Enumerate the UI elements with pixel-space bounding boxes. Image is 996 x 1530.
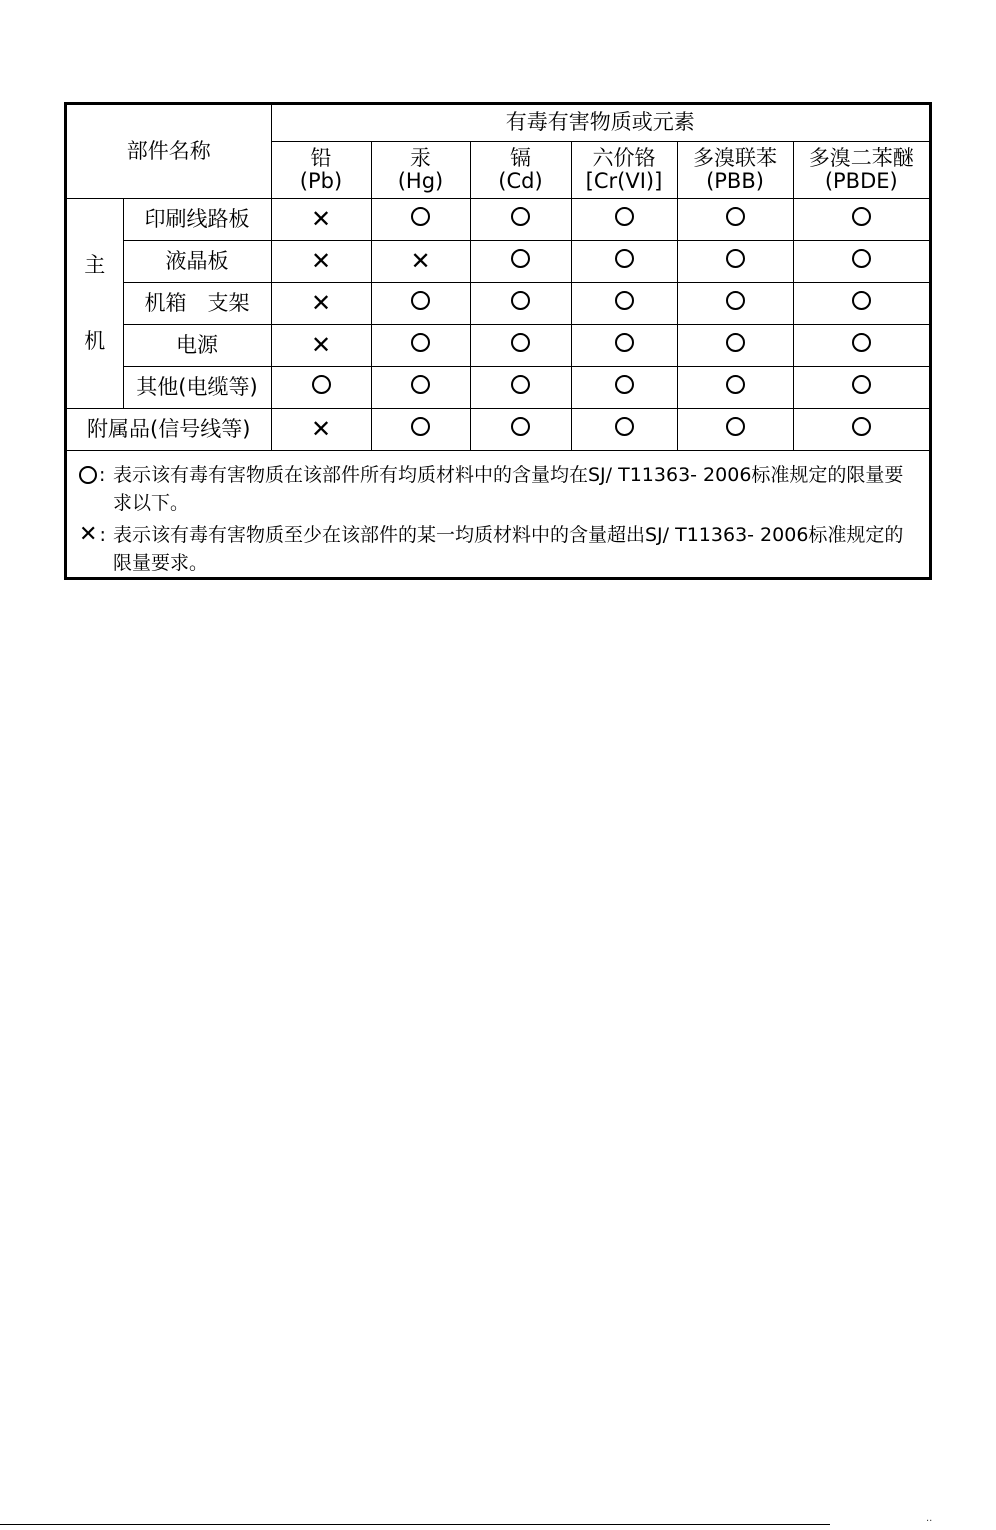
circle-icon <box>852 207 871 226</box>
substance-name: 铅 <box>310 145 332 170</box>
substance-symbol: (PBDE) <box>824 169 898 193</box>
circle-icon <box>852 291 871 310</box>
circle-note-text: 表示该有毒有害物质在该部件所有均质材料中的含量均在SJ/ T11363- 2006标准规定的限量要求以下。 <box>113 464 904 514</box>
substance-name: 六价铬 <box>592 145 656 170</box>
mark-cell <box>571 241 677 283</box>
circle-icon <box>852 333 871 352</box>
component-label: 机箱 支架 <box>123 283 271 325</box>
circle-icon <box>726 417 745 436</box>
substance-header-cell <box>793 142 929 199</box>
mark-cell <box>677 199 793 241</box>
mark-cell <box>793 199 929 241</box>
table-row <box>67 199 929 241</box>
component-label: 其他(电缆等) <box>123 367 271 409</box>
mark-cell <box>470 241 571 283</box>
substance-symbol: (Hg) <box>397 169 444 193</box>
substance-header-cell <box>571 142 677 199</box>
circle-icon <box>615 249 634 268</box>
cross-icon: ✕ <box>410 246 431 275</box>
substance-name: 多溴二苯醚 <box>808 145 914 170</box>
circle-legend-note <box>79 461 917 517</box>
circle-icon <box>726 207 745 226</box>
circle-icon <box>511 291 530 310</box>
substance-header-cell <box>470 142 571 199</box>
note-colon: : <box>99 524 106 546</box>
circle-icon <box>852 375 871 394</box>
component-label: 电源 <box>123 325 271 367</box>
circle-icon <box>852 249 871 268</box>
legend-notes <box>67 451 929 577</box>
circle-icon <box>511 417 530 436</box>
circle-icon <box>615 375 634 394</box>
circle-icon <box>411 207 430 226</box>
substance-name: 镉 <box>510 145 531 170</box>
circle-icon <box>79 466 97 484</box>
mark-cell <box>271 241 371 283</box>
substance-header-cell <box>271 142 371 199</box>
component-label: 印刷线路板 <box>123 199 271 241</box>
mark-cell <box>371 283 470 325</box>
mark-cell <box>571 409 677 451</box>
circle-icon <box>411 417 430 436</box>
circle-icon <box>615 417 634 436</box>
mark-cell <box>793 409 929 451</box>
substance-name: 多溴联苯 <box>693 145 777 170</box>
mark-cell <box>271 409 371 451</box>
mark-cell <box>793 325 929 367</box>
part-name-header: 部件名称 <box>67 105 271 199</box>
mark-cell <box>571 325 677 367</box>
circle-icon <box>312 375 331 394</box>
mark-cell <box>571 283 677 325</box>
mark-cell <box>470 199 571 241</box>
table-row <box>67 283 929 325</box>
table-row <box>67 325 929 367</box>
mark-cell <box>371 241 470 283</box>
substance-header-cell <box>371 142 470 199</box>
mark-cell <box>677 283 793 325</box>
table-row <box>67 367 929 409</box>
circle-icon <box>726 333 745 352</box>
circle-icon <box>852 417 871 436</box>
mark-cell <box>793 241 929 283</box>
cross-note-text: 表示该有毒有害物质至少在该部件的某一均质材料中的含量超出SJ/ T11363- 2006标准规定的限量要求。 <box>113 524 904 574</box>
mark-cell <box>571 367 677 409</box>
mark-cell <box>470 325 571 367</box>
mark-cell <box>371 325 470 367</box>
circle-icon <box>511 375 530 394</box>
circle-icon <box>411 291 430 310</box>
circle-icon <box>726 375 745 394</box>
footer-rule <box>0 1524 830 1525</box>
circle-icon <box>615 333 634 352</box>
hazardous-substance-table-frame <box>64 102 932 580</box>
mark-cell <box>470 367 571 409</box>
substance-header-cell <box>677 142 793 199</box>
circle-icon <box>726 291 745 310</box>
cross-icon: ✕ <box>310 288 332 317</box>
mark-cell <box>271 325 371 367</box>
cross-icon: ✕ <box>310 204 332 233</box>
substance-symbol: (PBB) <box>706 169 764 193</box>
mark-cell <box>677 241 793 283</box>
mark-cell <box>271 283 371 325</box>
cross-icon: ✕ <box>310 414 332 443</box>
circle-icon <box>511 207 530 226</box>
circle-icon <box>511 333 530 352</box>
substance-group-header: 有毒有害物质或元素 <box>271 105 929 142</box>
mark-cell <box>677 409 793 451</box>
cross-icon: ✕ <box>79 522 98 547</box>
host-label-char: 主 <box>84 253 106 278</box>
circle-icon <box>615 291 634 310</box>
mark-cell <box>371 367 470 409</box>
mark-cell <box>371 199 470 241</box>
table-row <box>67 409 929 451</box>
mark-cell <box>271 199 371 241</box>
accessory-label: 附属品(信号线等) <box>67 409 271 451</box>
note-colon: : <box>99 464 106 486</box>
mark-cell <box>371 409 470 451</box>
circle-icon <box>411 375 430 394</box>
circle-icon <box>615 207 634 226</box>
circle-icon <box>511 249 530 268</box>
host-group-label <box>67 199 123 409</box>
mark-cell <box>271 367 371 409</box>
mark-cell <box>470 283 571 325</box>
cross-icon: ✕ <box>310 246 332 275</box>
footer-corner-mark: ·· <box>926 1516 933 1527</box>
component-label: 液晶板 <box>123 241 271 283</box>
substance-symbol: (Pb) <box>299 169 343 193</box>
mark-cell <box>571 199 677 241</box>
substance-symbol: (Cd) <box>498 169 543 193</box>
mark-cell <box>793 283 929 325</box>
mark-cell <box>793 367 929 409</box>
substance-symbol: [Cr(VI)] <box>585 169 663 193</box>
cross-legend-note <box>79 521 917 577</box>
mark-cell <box>677 367 793 409</box>
mark-cell <box>470 409 571 451</box>
host-label-char: 机 <box>84 328 106 353</box>
cross-icon: ✕ <box>310 330 332 359</box>
circle-icon <box>411 333 430 352</box>
substance-name: 汞 <box>410 145 431 170</box>
circle-icon <box>726 249 745 268</box>
hazardous-substance-table <box>67 105 929 451</box>
mark-cell <box>677 325 793 367</box>
table-row <box>67 241 929 283</box>
